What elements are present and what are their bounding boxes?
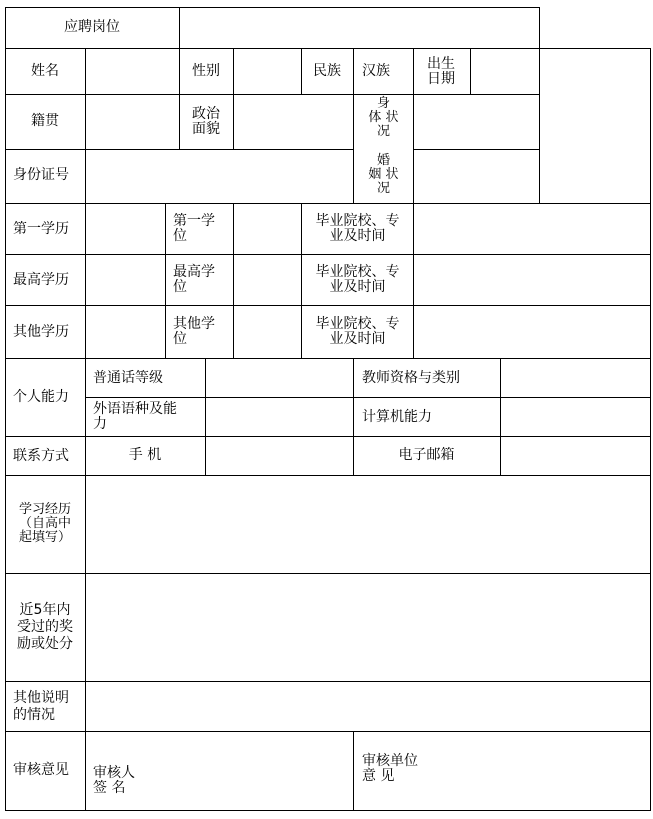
label-native-place: 籍贯	[31, 113, 59, 129]
label-gender: 性别	[192, 63, 220, 79]
v-line	[500, 358, 501, 476]
label-marital-status: 婚 姻 状 况	[368, 153, 399, 196]
h-line	[5, 681, 650, 682]
h-line	[5, 436, 650, 437]
h-line	[85, 397, 650, 398]
v-line	[165, 203, 166, 359]
ethnicity-value: 汉族	[362, 63, 390, 79]
label-health-status: 身 体 状 况	[368, 96, 399, 139]
h-line	[5, 810, 650, 811]
label-first-education: 第一学历	[13, 221, 69, 237]
label-first-degree: 第一学 位	[173, 213, 215, 244]
h-line	[5, 48, 650, 49]
h-line	[5, 203, 650, 204]
label-grad-school-3: 毕业院校、专 业及时间	[315, 316, 400, 347]
h-line	[5, 305, 650, 306]
v-line	[85, 203, 86, 359]
v-line	[85, 48, 86, 204]
label-position-applied: 应聘岗位	[64, 19, 120, 35]
label-other-education: 其他学历	[13, 324, 69, 340]
label-other-notes: 其他说明 的情况	[13, 690, 69, 723]
label-other-degree: 其他学 位	[173, 316, 215, 347]
label-review-opinion: 审核意见	[13, 762, 69, 778]
label-awards: 近5年内 受过的奖 励或处分	[17, 602, 73, 652]
v-line	[413, 48, 414, 204]
label-computer-ability: 计算机能力	[362, 409, 432, 425]
label-review-unit: 审核单位 意 见	[362, 753, 418, 784]
v-line	[353, 731, 354, 811]
v-line	[233, 203, 234, 359]
label-email: 电子邮箱	[398, 447, 455, 463]
v-line	[85, 475, 86, 811]
v-line	[179, 48, 180, 150]
label-id-number: 身份证号	[13, 167, 69, 183]
v-line	[539, 7, 540, 204]
v-line	[301, 48, 302, 95]
label-personal-ability: 个人能力	[13, 389, 69, 405]
h-line	[413, 149, 540, 150]
label-study-history: 学习经历 （自高中 起填写）	[18, 502, 71, 545]
h-line	[5, 475, 650, 476]
label-foreign-language: 外语语种及能 力	[93, 401, 177, 432]
label-mobile: 手 机	[128, 447, 162, 463]
label-teacher-qualification: 教师资格与类别	[362, 370, 460, 386]
label-reviewer-sign: 审核人 签 名	[93, 765, 135, 796]
label-grad-school-2: 毕业院校、专 业及时间	[315, 264, 400, 295]
h-line	[5, 358, 650, 359]
label-highest-education: 最高学历	[13, 272, 69, 288]
label-highest-degree: 最高学 位	[173, 264, 215, 295]
label-name: 姓名	[31, 63, 59, 79]
label-grad-school-1: 毕业院校、专 业及时间	[315, 213, 400, 244]
label-contact: 联系方式	[13, 448, 69, 464]
label-mandarin-level: 普通话等级	[93, 370, 163, 386]
v-line	[470, 48, 471, 95]
h-line	[5, 254, 650, 255]
v-line	[179, 7, 180, 49]
label-ethnicity: 民族	[313, 63, 341, 79]
v-line	[233, 48, 234, 150]
h-line	[5, 7, 540, 8]
label-birth-date: 出生 日期	[427, 56, 455, 87]
h-line	[5, 731, 650, 732]
label-political-status: 政治 面貌	[192, 106, 220, 137]
v-line	[205, 358, 206, 476]
v-line	[650, 48, 651, 811]
v-line	[413, 203, 414, 359]
h-line	[5, 573, 650, 574]
